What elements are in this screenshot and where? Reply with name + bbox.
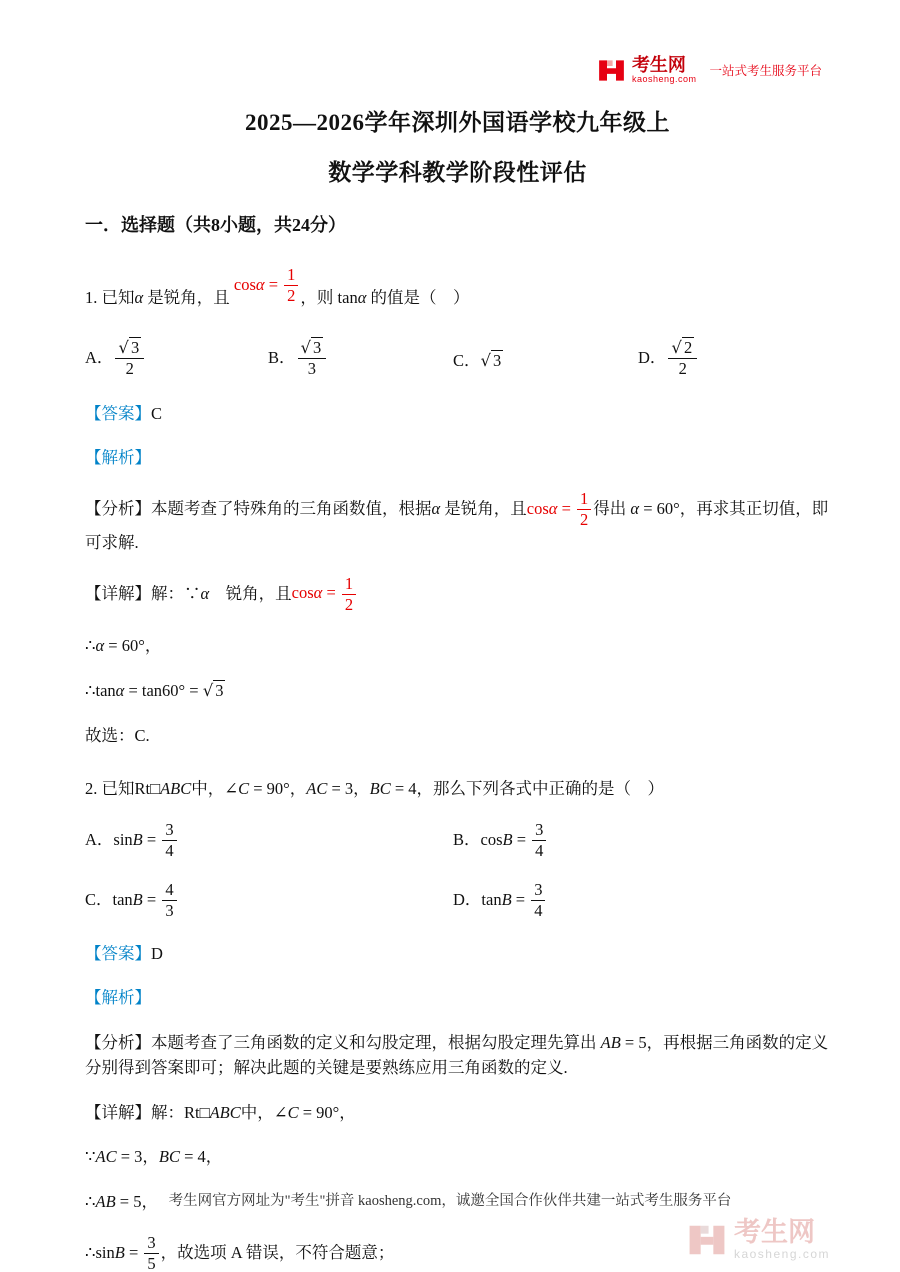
text-run: = 60°，: [104, 636, 162, 656]
text-run: 1: [344, 573, 354, 593]
text-run: 的值是（ ）: [366, 287, 470, 307]
text-run: =: [142, 829, 161, 849]
footer-note: [0, 1189, 900, 1210]
fraction: [342, 575, 356, 615]
section-heading: 一．选择题（共8小题，共24分）: [85, 215, 346, 235]
text-run: 【解析】: [85, 988, 151, 1008]
text-run: ∴sin: [85, 1242, 115, 1262]
fraction: [577, 490, 591, 530]
q2-option-d: [453, 881, 830, 921]
text-run: ，故选项 A 错误，不符合题意；: [160, 1242, 395, 1262]
text-run: α: [95, 636, 105, 656]
text-run: =: [557, 498, 576, 518]
text-run: 【详解】解：Rt□: [85, 1102, 210, 1122]
text-run: = 5，再根据三角函数的定义分别得到答案即可；解决此题的关键是要熟练应用三角函数的定义.: [85, 1032, 829, 1078]
text-run: 【答案】: [85, 943, 151, 963]
numerator: [115, 339, 144, 359]
text-run: AB: [95, 1191, 116, 1211]
text-run: D: [151, 943, 163, 963]
text-run: B: [114, 1242, 125, 1262]
text-run: 3: [165, 819, 174, 839]
denominator: [531, 901, 545, 920]
denominator: [144, 1254, 158, 1272]
text-run: ∴: [85, 636, 96, 656]
text-run: = tan60° =: [124, 681, 203, 700]
text-run: 2: [344, 594, 354, 614]
text-run: ABC: [160, 779, 192, 799]
radical-sign: √: [202, 681, 214, 700]
denominator: [577, 510, 591, 529]
q2-solution: [85, 1100, 830, 1126]
footer-text: 考生网官方网址为"考生"拼音 kaosheng.com，诚邀全国合作伙伴共建一站式考生服务平台: [168, 1193, 732, 1209]
text-run: 中，∠: [191, 779, 239, 799]
denominator: [668, 359, 697, 378]
text-run: 【分析】本题考查了特殊角的三角函数值，根据: [85, 498, 432, 518]
q2-question: [85, 776, 830, 802]
text-run: α: [630, 498, 640, 518]
q1-option-c: [453, 347, 638, 371]
text-run: AB: [600, 1032, 621, 1052]
q1-option-d: [638, 339, 830, 379]
fraction: [284, 266, 298, 306]
text-run: =: [142, 889, 161, 909]
numerator: [144, 1234, 158, 1254]
text-run: =: [512, 829, 531, 849]
radical-sign: √: [480, 350, 492, 370]
denominator: [162, 901, 176, 920]
denominator: [162, 841, 176, 860]
q2-analysis: [85, 1030, 830, 1081]
numerator: [532, 821, 546, 841]
q1-option-a: [85, 339, 268, 379]
text-run: α: [357, 287, 367, 307]
text-run: B: [501, 889, 512, 909]
numerator: [284, 266, 298, 286]
radical-sign: √: [118, 337, 129, 357]
brand-name: 考生网: [631, 55, 686, 75]
text-run: 【答案】: [85, 403, 151, 423]
denominator: [115, 359, 144, 378]
q1-options: [85, 339, 830, 379]
doc-title-line2: 数学学科教学阶段性评估: [328, 160, 587, 185]
text-run: =: [511, 889, 530, 909]
text-run: 是锐角，且: [440, 498, 527, 518]
fraction: [162, 881, 176, 921]
q2-answer: [85, 941, 830, 967]
text-run: = 4，那么下列各式中正确的是（ ）: [390, 779, 665, 799]
fraction: [531, 881, 545, 921]
text-run: 【分析】本题考查了三角函数的定义和勾股定理，根据勾股定理先算出: [85, 1032, 601, 1052]
text-run: ∴tan: [85, 681, 116, 700]
sqrt-expression: [118, 337, 141, 357]
text-run: = 5，: [115, 1191, 158, 1211]
numerator: [298, 339, 327, 359]
brand-text-block: [632, 56, 697, 84]
radical-sign: √: [671, 337, 682, 357]
q1-jiexi-label: [85, 445, 830, 471]
text-run: α: [200, 583, 210, 603]
numerator: [162, 821, 176, 841]
q1-step-1: [85, 633, 830, 659]
text-run: = 90°，: [249, 779, 307, 799]
denominator: [298, 359, 327, 378]
text-run: = 3，: [116, 1147, 159, 1167]
text-run: 得出: [593, 498, 631, 518]
text-run: B．cos: [453, 829, 503, 849]
text-run: α: [134, 287, 144, 307]
text-run: AC: [306, 779, 328, 799]
q2-step-1: [85, 1144, 830, 1170]
text-run: 【详解】解：∵: [85, 583, 201, 603]
text-run: 3: [147, 1232, 156, 1252]
text-run: cos: [291, 583, 314, 603]
text-run: =: [322, 583, 340, 603]
text-run: AC: [95, 1147, 117, 1167]
text-run: = 4，: [180, 1147, 223, 1167]
text-run: C: [238, 779, 250, 799]
q1-answer: [85, 401, 830, 427]
fraction: [532, 821, 546, 861]
text-run: 2: [125, 359, 134, 379]
q1-analysis: [85, 490, 830, 556]
radicand: 3: [313, 337, 322, 357]
text-run: =: [264, 274, 283, 294]
text-run: 2: [287, 286, 296, 306]
text-run: 中，∠: [240, 1102, 288, 1122]
radicand: 3: [215, 681, 224, 700]
text-run: 4: [165, 879, 174, 899]
footer-watermark: [688, 1219, 830, 1260]
radicand: 2: [683, 337, 693, 357]
q2-options: [85, 821, 830, 921]
sqrt-expression: [301, 337, 324, 357]
watermark-domain: kaosheng.com: [733, 1247, 830, 1261]
q1-question: [85, 265, 830, 319]
text-run: 2. 已知Rt□: [85, 779, 161, 799]
sqrt-expression: [203, 680, 226, 700]
kaosheng-watermark-icon: [688, 1221, 726, 1259]
kaosheng-logo-icon: [598, 57, 625, 84]
text-run: C．tan: [85, 889, 133, 909]
text-run: 4: [535, 841, 544, 861]
q2-option-a: [85, 821, 453, 861]
text-run: 2: [580, 510, 589, 530]
text-run: 故选：C.: [85, 725, 150, 745]
fraction: [668, 339, 697, 379]
text-run: B: [502, 829, 513, 849]
fraction: [298, 339, 327, 379]
text-run: B: [132, 829, 143, 849]
text-run: 4: [165, 841, 174, 861]
brand-domain: kaosheng.com: [631, 73, 697, 84]
text-run: 3: [534, 879, 543, 899]
q2-option-b: [453, 821, 830, 861]
math-group: [234, 266, 300, 306]
watermark-brand: 考生网: [733, 1217, 815, 1247]
text-run: α: [313, 583, 323, 603]
text-run: α: [548, 498, 558, 518]
fraction: [162, 821, 176, 861]
text-run: α: [115, 681, 125, 700]
text-run: α: [255, 274, 265, 294]
text-run: 1: [580, 489, 589, 508]
text-run: BC: [369, 779, 391, 799]
text-run: cos: [233, 274, 256, 294]
text-run: α: [431, 498, 441, 518]
denominator: [532, 841, 546, 860]
text-run: 3: [535, 819, 544, 839]
text-run: A．: [85, 347, 114, 367]
text-run: =: [124, 1242, 143, 1262]
text-run: A．sin: [85, 829, 133, 849]
math-group: [526, 489, 593, 530]
text-run: C: [151, 403, 163, 423]
text-run: ∵: [85, 1147, 96, 1167]
header-logo: [598, 56, 822, 84]
radical-sign: √: [300, 337, 312, 357]
doc-title-line1: 2025—2026学年深圳外国语学校九年级上: [245, 110, 670, 135]
numerator: [342, 575, 356, 595]
text-run: BC: [158, 1147, 180, 1167]
text-run: D．: [638, 347, 667, 367]
denominator: [342, 595, 356, 614]
text-run: 1. 已知: [85, 287, 135, 307]
text-run: 4: [534, 901, 543, 921]
radicand: 3: [493, 350, 502, 370]
q2-option-c: [85, 881, 453, 921]
q1-step-2: [85, 678, 830, 704]
numerator: [668, 339, 697, 359]
numerator: [162, 881, 176, 901]
text-run: ，则 tan: [300, 287, 358, 307]
fraction: [144, 1234, 158, 1272]
text-run: ∴: [85, 1191, 96, 1211]
numerator: [577, 490, 591, 510]
text-run: ABC: [209, 1102, 241, 1122]
text-run: 3: [307, 359, 317, 379]
text-run: 锐角，且: [209, 583, 292, 603]
text-run: 5: [147, 1253, 156, 1272]
sqrt-expression: [671, 337, 694, 357]
text-run: 是锐角，且: [143, 287, 234, 307]
radicand: 3: [130, 337, 140, 357]
math-group: [291, 573, 358, 614]
watermark-text-block: [734, 1219, 830, 1260]
text-run: D．tan: [453, 889, 502, 909]
q1-option-b: [268, 339, 453, 379]
sqrt-expression: [481, 350, 504, 370]
numerator: [531, 881, 545, 901]
q2-jiexi-label: [85, 985, 830, 1011]
text-run: B．: [268, 347, 296, 367]
text-run: B: [132, 889, 143, 909]
q1-solution: [85, 575, 830, 615]
text-run: 【解析】: [85, 448, 151, 468]
text-run: 3: [165, 901, 174, 921]
text-run: 2: [678, 359, 687, 379]
text-run: 1: [287, 265, 296, 284]
text-run: C: [287, 1102, 299, 1122]
denominator: [284, 286, 298, 305]
q1-conclusion: [85, 723, 830, 749]
text-run: cos: [526, 498, 549, 518]
text-run: = 90°，: [298, 1102, 356, 1122]
brand-tagline: 一站式考生服务平台: [709, 64, 822, 79]
fraction: [115, 339, 144, 379]
text-run: C．: [453, 350, 481, 370]
text-run: = 60°，再求其正切值，即可求解.: [85, 498, 829, 552]
text-run: = 3，: [327, 779, 370, 799]
